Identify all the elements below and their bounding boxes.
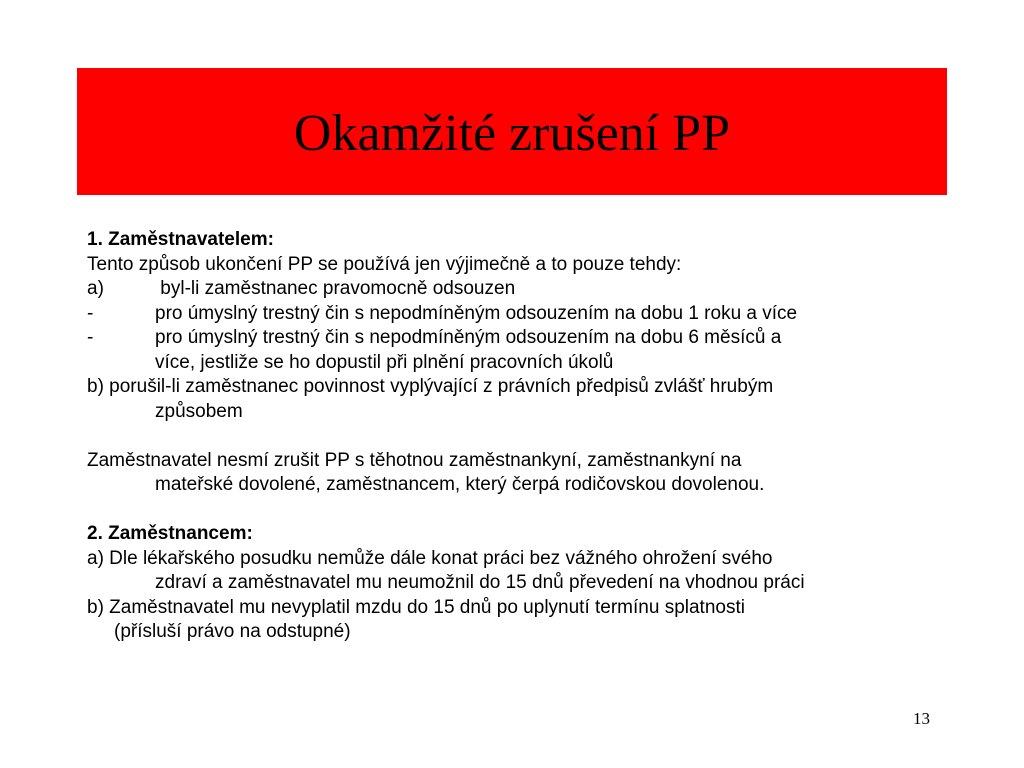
dash-marker-1: - (87, 302, 94, 324)
section1-intro: Tento způsob ukončení PP se používá jen výjimečně a to pouze tehdy: (87, 253, 682, 275)
protection-paragraph-continuation: mateřské dovolené, zaměstnancem, který čerpá rodičovskou dovolenou. (155, 474, 765, 495)
section2-item-b-continuation: (přísluší právo na odstupné) (114, 621, 351, 642)
section2-item-b: b) Zaměstnavatel mu nevyplatil mzdu do 15 dnů po uplynutí termínu splatnosti (87, 596, 745, 618)
list-item-a (87, 277, 957, 302)
title-banner (77, 68, 947, 195)
dash-item-2-continuation: více, jestliže se ho dopustil při plnění pracovních úkolů (155, 351, 614, 373)
list-item-a-text: byl-li zaměstnanec pravomocně odsouzen (155, 278, 516, 299)
section1-heading: 1. Zaměstnavatelem: (87, 229, 274, 250)
page-number: 13 (913, 709, 930, 728)
protection-paragraph: Zaměstnavatel nesmí zrušit PP s těhotnou zaměstnankyní, zaměstnankyní na (87, 449, 742, 471)
section2-item-a-continuation: zdraví a zaměstnavatel mu neumožnil do 15 dnů převedení na vhodnou práci (155, 572, 805, 593)
dash-item-2 (87, 326, 957, 351)
slide-title: Okamžité zrušení PP (293, 104, 731, 162)
dash-item-1-text: pro úmyslný trestný čin s nepodmíněným odsouzením na dobu 1 roku a více (155, 302, 798, 324)
spacer (87, 498, 957, 523)
list-item-b-continuation: způsobem (155, 400, 243, 422)
dash-item-1 (87, 302, 957, 327)
spacer (87, 424, 957, 449)
list-item-b: b) porušil-li zaměstnanec povinnost vyplývající z právních předpisů zvlášť hrubým (87, 376, 774, 397)
dash-marker-2: - (87, 327, 94, 348)
list-marker-a: a) (87, 278, 104, 299)
section2-heading: 2. Zaměstnancem: (87, 523, 253, 544)
slide-body (87, 228, 957, 645)
dash-item-2-text: pro úmyslný trestný čin s nepodmíněným odsouzením na dobu 6 měsíců a (155, 327, 782, 348)
section2-item-a: a) Dle lékařského posudku nemůže dále konat práci bez vážného ohrožení svého (87, 547, 773, 569)
